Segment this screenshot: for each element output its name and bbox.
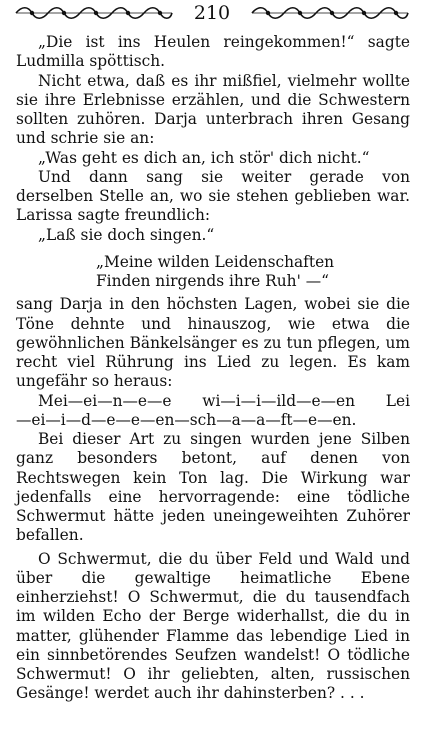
paragraph-weiter-gesungen: Und dann sang sie weiter gerade von derselben Stelle an, wo sie stehen geblieben war. Larissa sagte freundlich:: [16, 167, 410, 225]
paragraph-erlebnisse: Nicht etwa, daß es ihr mißfiel, vielmehr wollte sie ihre Erlebnisse erzählen, und die Schwestern sollten zuhören. Darja unterbrach ihren Gesang und schrie sie an:: [16, 71, 410, 148]
page-header: [0, 0, 424, 30]
paragraph-art-zu-singen: Bei dieser Art zu singen wurden jene Silben ganz besonders betont, auf denen von Rechtswegen kein Ton lag. Die Wirkung war jedenfalls eine hervorragende: eine tödliche Schwermut hätte jeden uneingeweihten Zuhörer befallen.: [16, 430, 410, 545]
song-line-2: —ei—i—d—e—e—en—sch—a—a—ft—e—en.: [16, 410, 357, 429]
paragraph-schwermut: O Schwermut, die du über Feld und Wald und über die gewaltige heimatliche Ebene einherziehst! O Schwermut, die du tausendfach im wilden Echo der Berge widerhallst, die du in matter, glühender Flamme das lebendige Lied in ein sinnbetörendes Seufzen wandelst! O tödliche Schwermut! O ihr geliebten, alten, russischen Gesänge! werdet auch ihr dahinsterben? . . .: [16, 549, 410, 703]
paragraph-larissa-reply: „Laß sie doch singen.“: [38, 225, 215, 244]
page-number: 210: [193, 2, 231, 24]
paragraph-ludmilla-quote: „Die ist ins Heulen reingekommen!“ sagte Ludmilla spöttisch.: [16, 33, 410, 71]
paragraph-darja-reply: „Was geht es dich an, ich stör' dich nicht.“: [38, 148, 370, 167]
song-line-1: Mei—ei—n—e—e wi—i—i—ild—e—en Lei: [38, 391, 410, 410]
verse-line-1: „Meine wilden Leidenschaften: [96, 252, 335, 271]
page-body: [16, 33, 410, 704]
verse-line-2: Finden nirgends ihre Ruh' —“: [96, 272, 329, 290]
right-ornament-icon: [250, 6, 410, 20]
paragraph-hoechsten-lagen: sang Darja in den höchsten Lagen, wobei sie die Töne dehnte und hinauszog, wie etwa die gewöhnlichen Bänkelsänger es zu tun pflegen, um recht viel Rührung ins Lied zu legen. Es kam ungefähr so heraus:: [16, 295, 410, 391]
